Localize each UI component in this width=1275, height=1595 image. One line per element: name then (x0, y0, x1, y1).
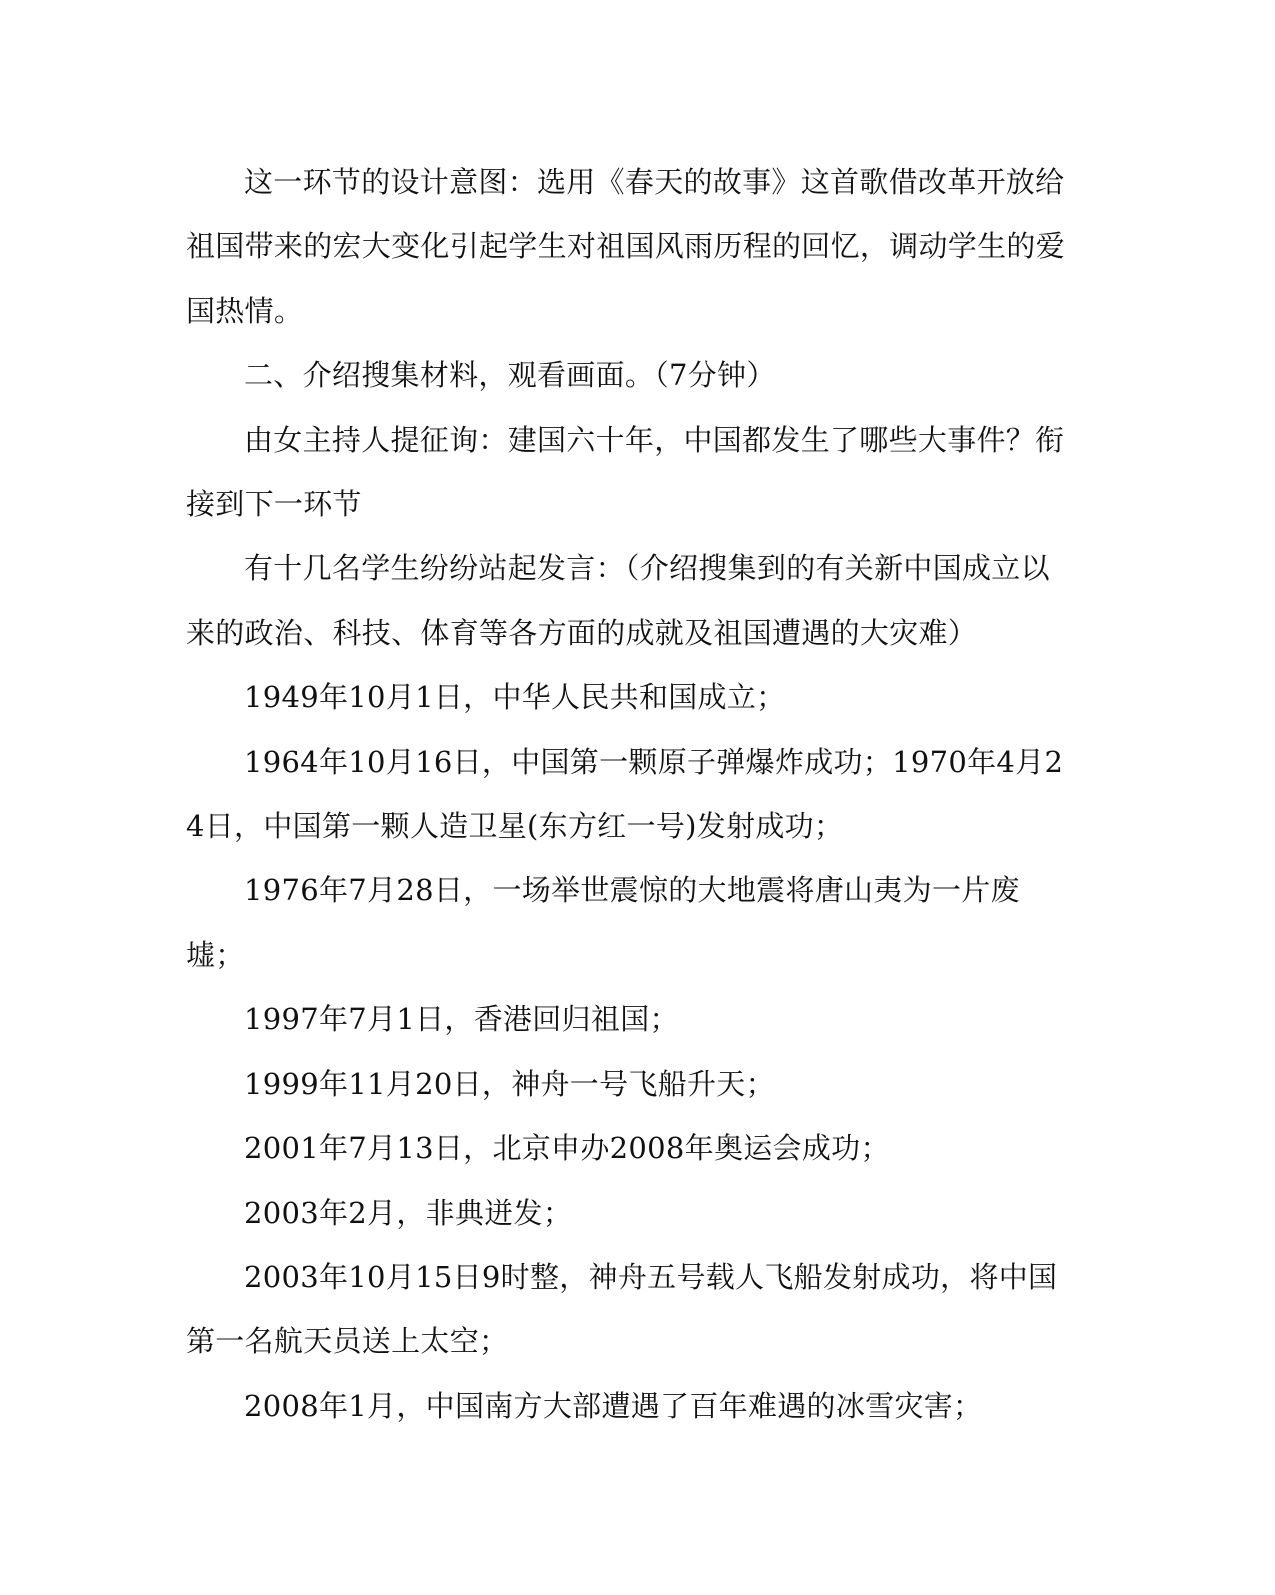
paragraph-event-2003-oct: 2003年10月15日9时整，神舟五号载人飞船发射成功，将中国第一名航天员送上太空； (186, 1259, 1058, 1359)
document-body (186, 150, 1066, 1438)
paragraph-design-intent: 这一环节的设计意图：选用《春天的故事》这首歌借改革开放给祖国带来的宏大变化引起学生对祖国风雨历程的回忆，调动学生的爱国热情。 (186, 165, 1066, 328)
paragraph-event-2003-feb: 2003年2月，非典迸发； (244, 1195, 573, 1230)
paragraph-section-two-heading: 二、介绍搜集材料，观看画面。（7分钟） (244, 358, 776, 393)
paragraph-event-2008: 2008年1月，中国南方大部遭遇了百年难遇的冰雪灾害； (244, 1388, 983, 1423)
paragraph-event-1964-1970: 1964年10月16日，中国第一颗原子弹爆炸成功；1970年4月24日，中国第一颗人造卫星(东方红一号)发射成功； (186, 744, 1064, 844)
paragraph-event-1997: 1997年7月1日，香港回归祖国； (244, 1002, 679, 1037)
paragraph-event-1949: 1949年10月1日，中华人民共和国成立； (244, 680, 786, 715)
paragraph-host-question: 由女主持人提征询：建国六十年，中国都发生了哪些大事件？衔接到下一环节 (186, 422, 1065, 522)
paragraph-students-speak: 有十几名学生纷纷站起发言：（介绍搜集到的有关新中国成立以来的政治、科技、体育等各方面的成就及祖国遭遇的大灾难） (186, 551, 1050, 650)
paragraph-event-1976: 1976年7月28日，一场举世震惊的大地震将唐山夷为一片废墟； (186, 873, 1020, 972)
paragraph-event-2001: 2001年7月13日，北京申办2008年奥运会成功； (244, 1131, 890, 1166)
paragraph-event-1999: 1999年11月20日，神舟一号飞船升天； (244, 1066, 775, 1101)
